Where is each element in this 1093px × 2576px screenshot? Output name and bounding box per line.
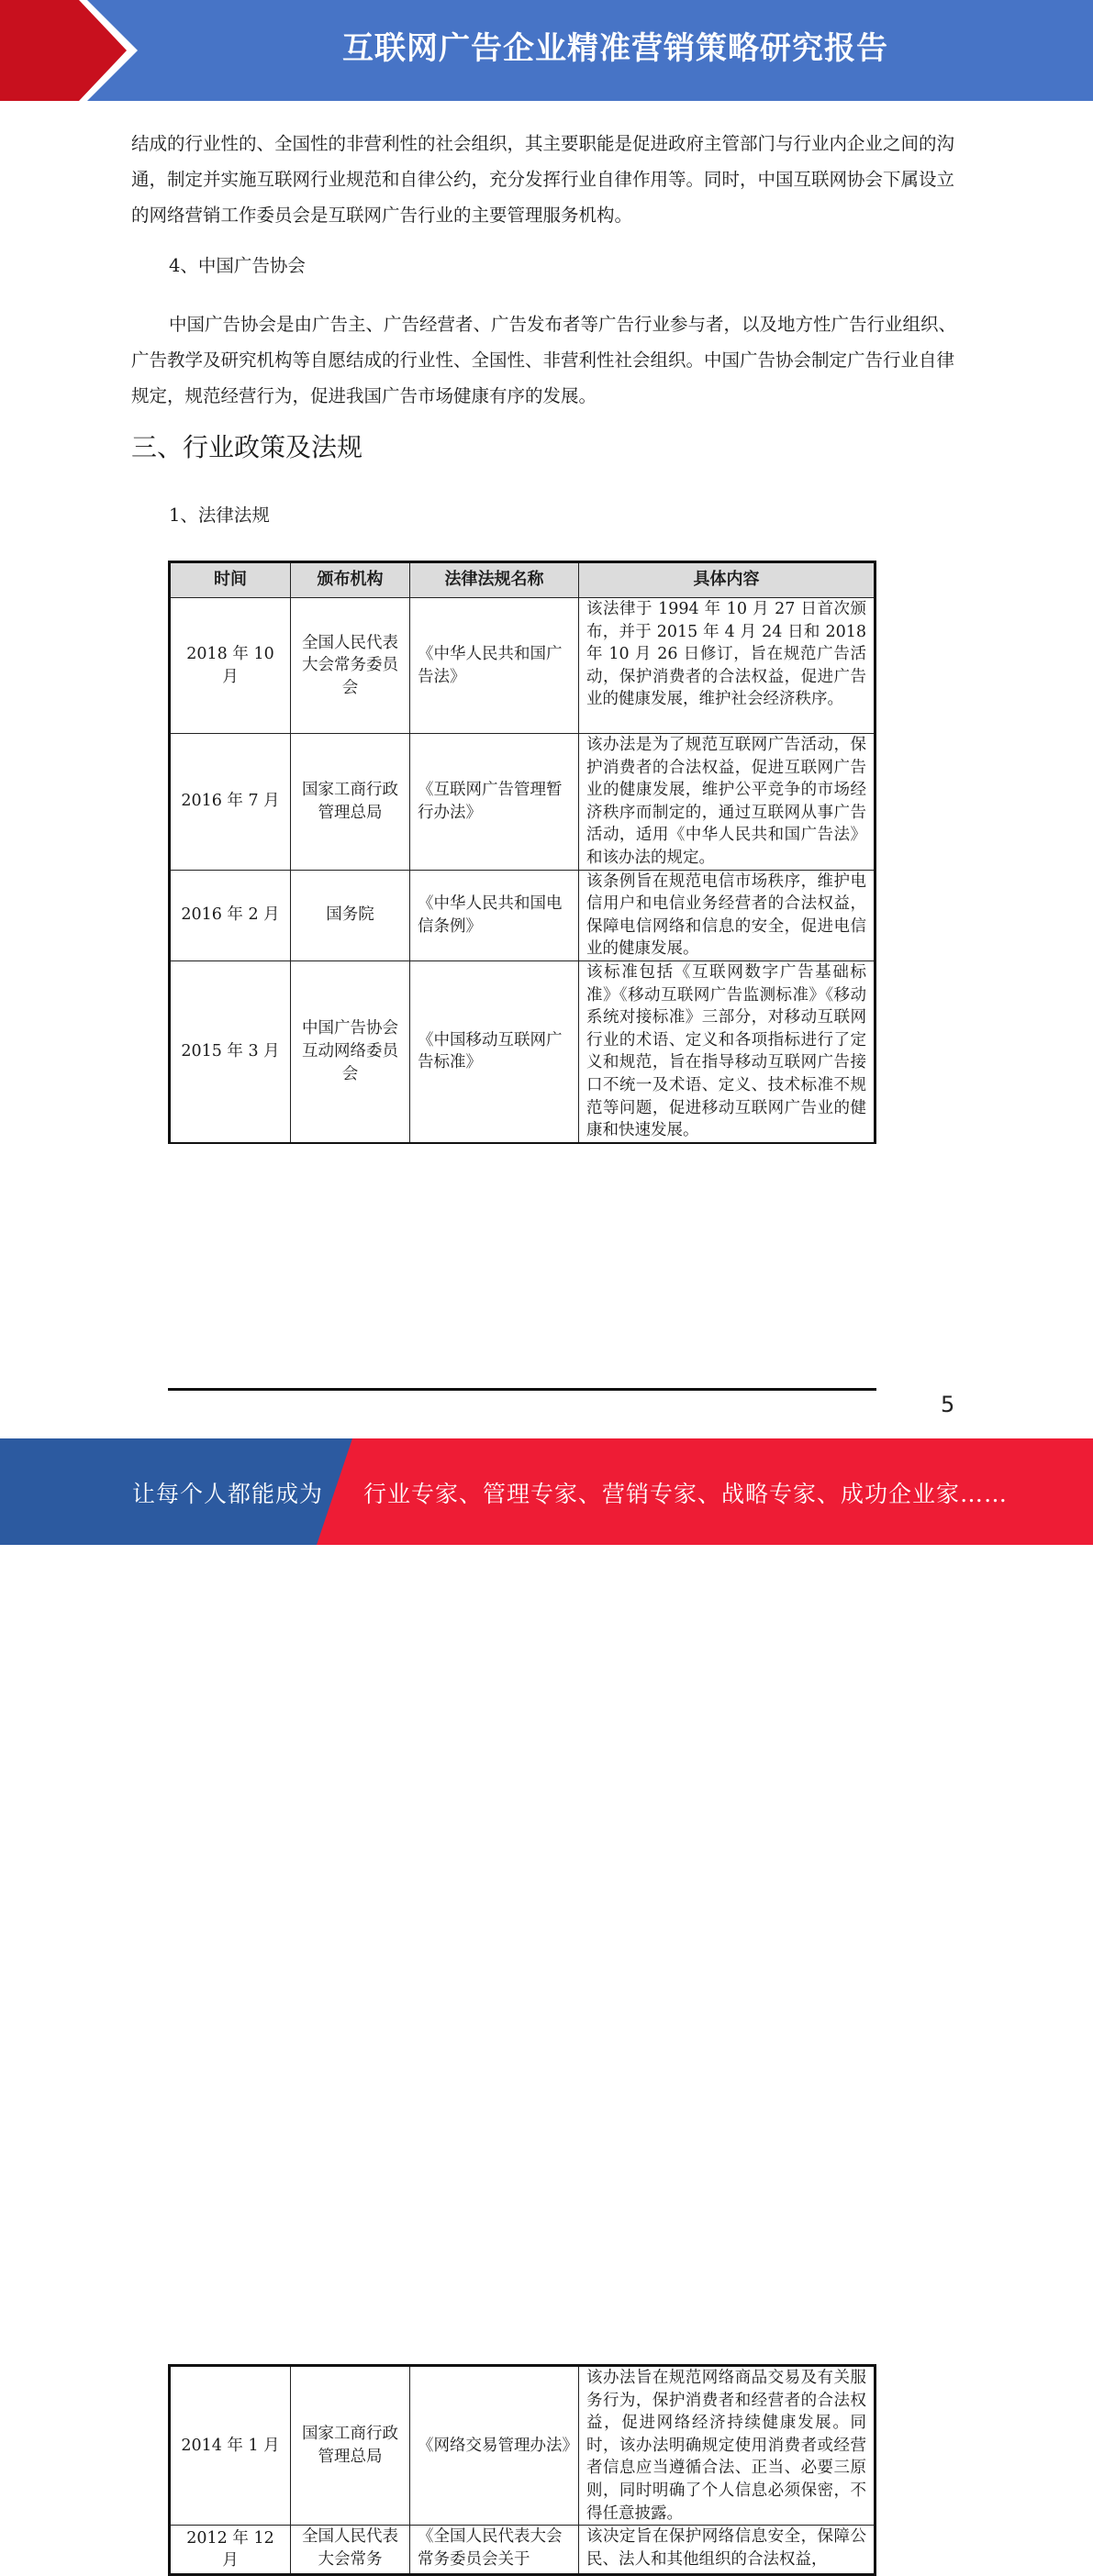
cell-law-name: 《全国人民代表大会常务委员会关于: [410, 2526, 579, 2575]
cell-content: 该法律于 1994 年 10 月 27 日首次颁布，并于 2015 年 4 月 24 日和 2018 年 10 月 26 日修订，旨在规范广告活动，保护消费者的合法权益，促进广告业的健康发展，维护社会经济秩序。: [579, 598, 876, 734]
cell-content: 该条例旨在规范电信市场秩序，维护电信用户和电信业务经营者的合法权益，保障电信网络和信息的安全，促进电信业的健康发展。: [579, 870, 876, 960]
footer-slogan-left: 让每个人都能成为: [132, 1481, 324, 1507]
cell-agency: 国家工商行政管理总局: [291, 734, 410, 871]
header-banner: [0, 0, 1093, 101]
paragraph-internet-society: 结成的行业性的、全国性的非营利性的社会组织，其主要职能是促进政府主管部门与行业内企业之间的沟通，制定并实施互联网行业规范和自律公约，充分发挥行业自律作用等。同时，中国互联网协会下属设立的网络营销工作委员会是互联网广告行业的主要管理服务机构。: [131, 133, 955, 226]
footer-slogan-right: 行业专家、管理专家、营销专家、战略专家、成功企业家……: [363, 1481, 1009, 1507]
cell-agency: 全国人民代表大会常务: [291, 2526, 410, 2575]
table-row: [170, 870, 876, 960]
cell-content: 该决定旨在保护网络信息安全，保障公民、法人和其他组织的合法权益，: [579, 2526, 876, 2575]
document-title: 互联网广告企业精准营销策略研究报告: [342, 30, 888, 67]
subheading-china-advertising-association: 4、中国广告协会: [169, 255, 306, 276]
column-header-time: 时间: [170, 562, 291, 598]
cell-content: 该办法旨在规范网络商品交易及有关服务行为，保护消费者和经营者的合法权益，促进网络经济持续健康发展。同时，该办法明确规定使用消费者或经营者信息应当遵循合法、正当、必要三原则，同时明确了个人信息必须保密，不得任意披露。: [579, 2366, 876, 2526]
cell-content: 该标准包括《互联网数字广告基础标准》《移动互联网广告监测标准》《移动系统对接标准》三部分，对移动互联网行业的术语、定义和各项指标进行了定义和规范，旨在指导移动互联网广告接口不统一及术语、定义、技术标准不规范等问题，促进移动互联网广告业的健康和快速发展。: [579, 960, 876, 1142]
paragraph-advertising-association: 中国广告协会是由广告主、广告经营者、广告发布者等广告行业参与者，以及地方性广告行业组织、广告教学及研究机构等自愿结成的行业性、全国性、非营利性社会组织。中国广告协会制定广告行业自律规定，规范经营行为，促进我国广告市场健康有序的发展。: [131, 314, 957, 406]
header-arrow-decoration: [0, 0, 138, 101]
laws-table: [168, 561, 876, 1144]
cell-time: 2018 年 10 月: [170, 598, 291, 734]
cell-agency: 全国人民代表大会常务委员会: [291, 598, 410, 734]
table-row: [170, 2366, 876, 2526]
column-header-content: 具体内容: [579, 562, 876, 598]
cell-law-name: 《互联网广告管理暂行办法》: [410, 734, 579, 871]
cell-law-name: 《中国移动互联网广告标准》: [410, 960, 579, 1142]
cell-time: 2016 年 2 月: [170, 870, 291, 960]
cell-time: 2014 年 1 月: [170, 2366, 291, 2526]
cell-law-name: 《中华人民共和国电信条例》: [410, 870, 579, 960]
cell-agency: 中国广告协会互动网络委员会: [291, 960, 410, 1142]
footer-banner: [0, 1438, 1093, 1545]
table-row: [170, 598, 876, 734]
cell-agency: 国务院: [291, 870, 410, 960]
cell-time: 2015 年 3 月: [170, 960, 291, 1142]
laws-table-continuation: [168, 2364, 876, 2576]
table-row: [170, 2526, 876, 2575]
column-header-agency: 颁布机构: [291, 562, 410, 598]
cell-law-name: 《网络交易管理办法》: [410, 2366, 579, 2526]
cell-agency: 国家工商行政管理总局: [291, 2366, 410, 2526]
table-row: [170, 960, 876, 1142]
page-number: 5: [941, 1392, 955, 1417]
cell-time: 2012 年 12 月: [170, 2526, 291, 2575]
cell-content: 该办法是为了规范互联网广告活动，保护消费者的合法权益，促进互联网广告业的健康发展，维护公平竞争的市场经济秩序而制定的，通过互联网从事广告活动，适用《中华人民共和国广告法》和该办法的规定。: [579, 734, 876, 871]
subheading-laws: 1、法律法规: [169, 505, 270, 526]
table-bottom-border: [168, 1388, 876, 1391]
column-header-law-name: 法律法规名称: [410, 562, 579, 598]
cell-law-name: 《中华人民共和国广告法》: [410, 598, 579, 734]
cell-time: 2016 年 7 月: [170, 734, 291, 871]
section-heading-policies: 三、行业政策及法规: [131, 432, 363, 462]
table-header-row: [170, 562, 876, 598]
table-row: [170, 734, 876, 871]
